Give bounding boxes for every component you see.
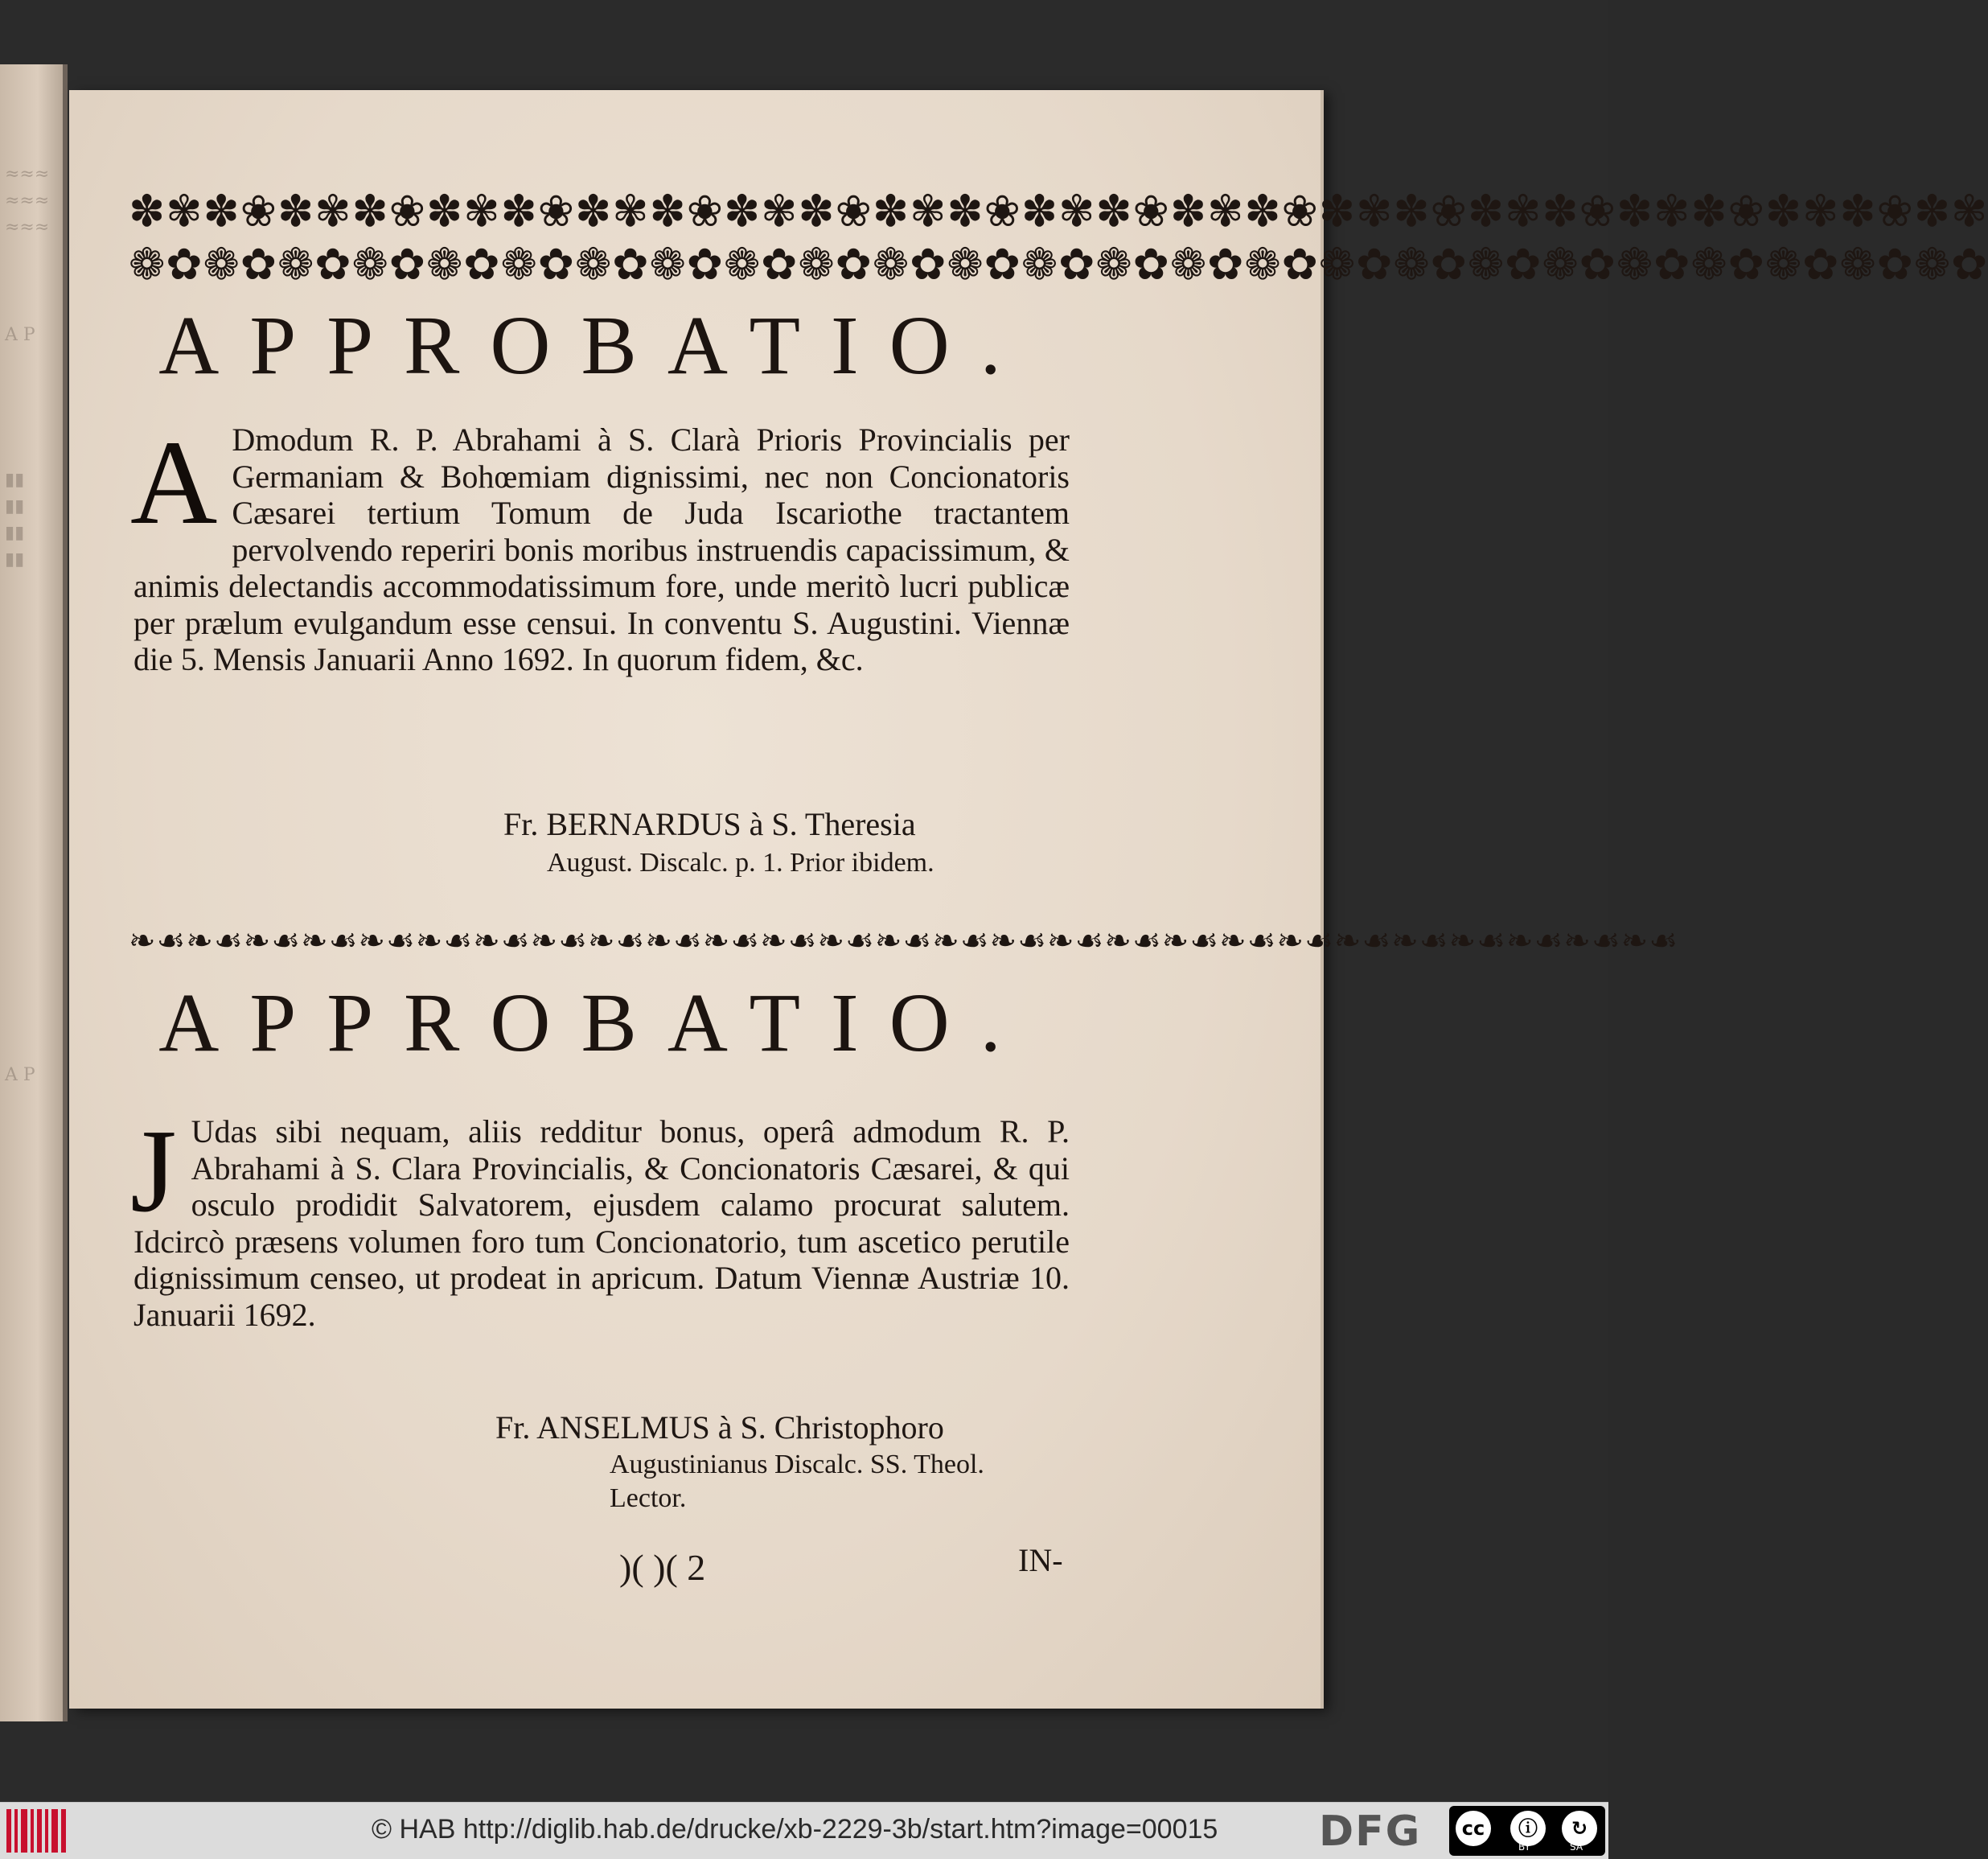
- ornamental-border-middle: ❧☙❧☙❧☙❧☙❧☙❧☙❧☙❧☙❧☙❧☙❧☙❧☙❧☙❧☙❧☙❧☙❧☙❧☙❧☙❧☙❧☙❧☙❧☙❧☙❧☙❧☙❧☙: [129, 923, 1679, 960]
- page-heading: APPROBATIO.: [158, 299, 1032, 392]
- cc-icon: cc: [1456, 1811, 1491, 1846]
- barcode-logo: [6, 1809, 68, 1853]
- page-heading: APPROBATIO.: [158, 977, 1032, 1069]
- signature-mark: )( )( 2: [619, 1547, 706, 1588]
- drop-cap: J: [130, 1105, 177, 1237]
- approbation-text: [130, 1105, 1070, 1333]
- drop-cap: A: [130, 416, 218, 549]
- signature-title: Lector.: [610, 1483, 687, 1513]
- signature-name: Fr. ANSELMUS à S. Christophoro: [495, 1409, 944, 1446]
- approbation-text: [130, 416, 1070, 678]
- sa-icon: ↻: [1562, 1811, 1597, 1846]
- copyright-link[interactable]: © HAB http://diglib.hab.de/drucke/xb-2229-3b/start.htm?image=00015: [372, 1814, 1218, 1845]
- paragraph-body: Dmodum R. P. Abrahami à S. Clarà Prioris Provincialis per Germaniam & Bohœmiam dignissimi, nec non Concionatoris Cæsarei tertium Tomum de Juda Iscariothe tractantem pervolvendo reperiri bonis moribus instruendis capacissimum, & animis delectandis accommodatissimum fore, unde meritò lucri publicæ per prælum evulgandum esse censui. In conventu S. Augustini. Viennæ die 5. Mensis Januarii Anno 1692. In quorum fidem, &c.: [133, 422, 1070, 677]
- license-label-by: BY: [1518, 1841, 1530, 1853]
- adjacent-page-edge: ≈≈≈ ≈≈≈ ≈≈≈ A P ▮▮ ▮▮ ▮▮ ▮▮ A P: [0, 64, 68, 1721]
- by-icon: ⓘ: [1510, 1811, 1546, 1846]
- dfg-logo[interactable]: DFG: [1319, 1808, 1422, 1856]
- signature-title: August. Discalc. p. 1. Prior ibidem.: [547, 848, 934, 878]
- signature-title: Augustinianus Discalc. SS. Theol.: [610, 1450, 984, 1479]
- ornamental-border-top: ✽✾✽❀✽✾✽❀✽✾✽❀✽✾✽❀✽✾✽❀✽✾✽❀✽✾✽❀✽✾✽❀✽✾✽❀✽✾✽❀✽✾✽❀✽✾✽❀✽✾ ❁✿❁✿❁✿❁✿❁✿❁✿❁✿❁✿❁✿❁✿❁✿❁✿❁✿❁✿❁✿❁✿❁✿❁✿❁✿❁✿❁✿❁✿❁✿❁✿❁✿: [129, 186, 1988, 290]
- license-badge[interactable]: [1449, 1806, 1605, 1856]
- license-label-sa: SA: [1570, 1841, 1583, 1853]
- catchword: IN-: [1018, 1542, 1063, 1578]
- signature-name: Fr. BERNARDUS à S. Theresia: [503, 806, 916, 842]
- paragraph-body: Udas sibi nequam, aliis redditur bonus, operâ admodum R. P. Abrahami à S. Clara Provincialis, & Concionatoris Cæsarei, & qui osculo prodidit Salvatorem, ejusdem calamo procurat salutem. Idcircò præsens volumen foro tum Concionatorio, tum ascetico perutile dignissimum censeo, ut prodeat in apricum. Datum Viennæ Austriæ 10. Januarii 1692.: [133, 1113, 1070, 1333]
- viewer-footer-bar: [0, 1802, 1608, 1859]
